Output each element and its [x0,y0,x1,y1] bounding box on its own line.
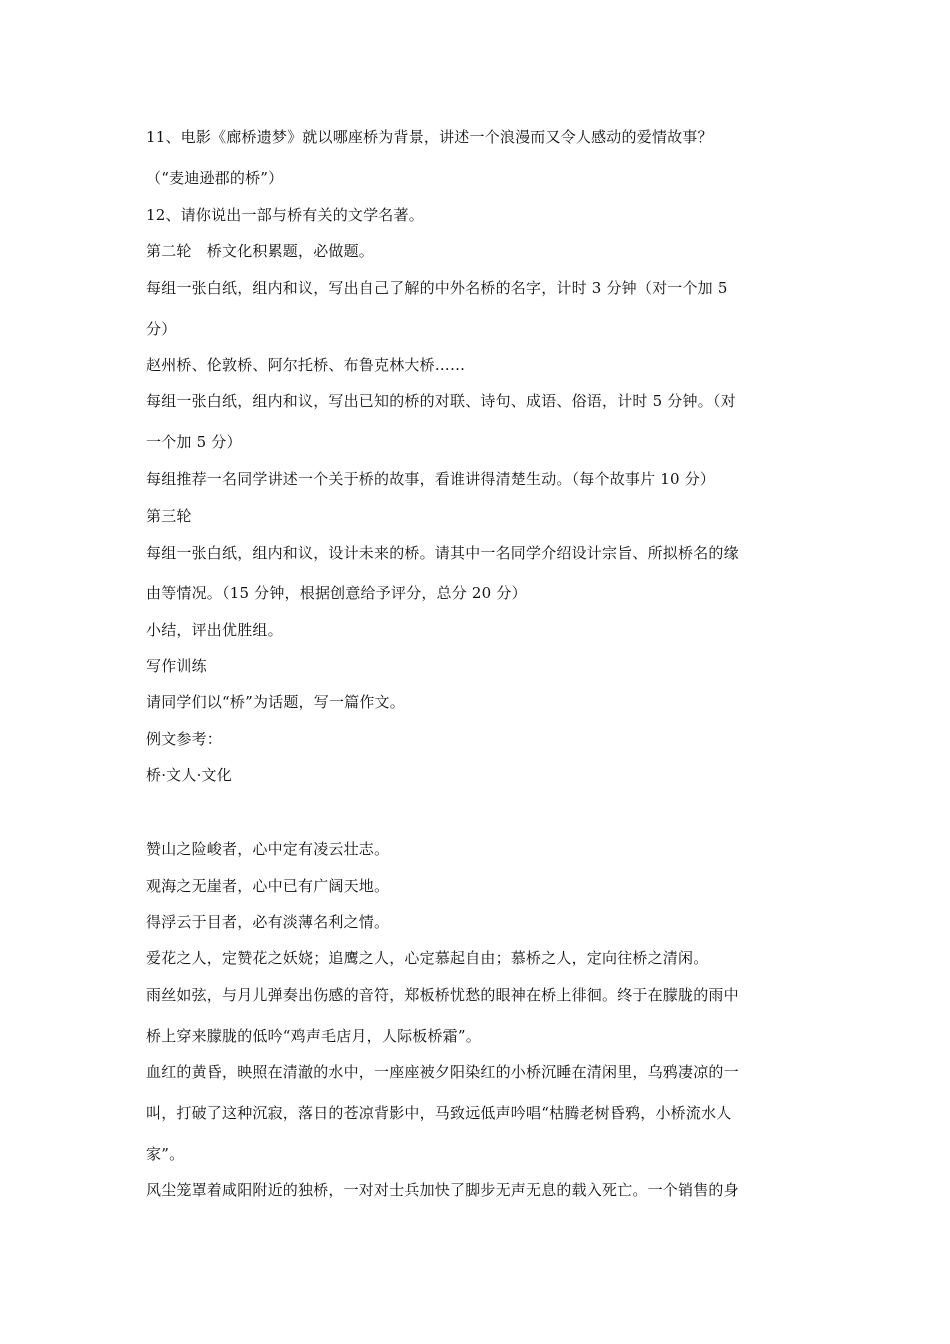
essay-line: 叫，打破了这种沉寂，落日的苍凉背影中，马致远低声吟唱“枯腾老树昏鸦，小桥流水人 [146,1104,732,1122]
essay-line: 赞山之险峻者，心中定有凌云壮志。 [146,840,390,858]
writing-prompt: 请同学们以“桥”为话题，写一篇作文。 [146,693,405,711]
question-11: 11、电影《廊桥遗梦》就以哪座桥为背景，讲述一个浪漫而又令人感动的爱情故事？ [146,128,713,146]
paragraph-line: 每组一张白纸，组内和议，设计未来的桥。请其中一名同学介绍设计宗旨、所拟桥名的缘 [146,544,739,562]
essay-line: 风尘笼罩着咸阳附近的独桥，一对对士兵加快了脚步无声无息的载入死亡。一个销售的身 [146,1181,739,1199]
bridge-names: 赵州桥、伦敦桥、阿尔托桥、布鲁克林大桥…… [146,356,466,374]
paragraph-line: 每组一张白纸，组内和议，写出自己了解的中外名桥的名字，计时 3 分钟（对一个加 5 [146,279,728,297]
essay-line: 爱花之人，定赞花之妖娆；追鹰之人，心定慕起自由；慕桥之人，定向往桥之清闲。 [146,949,709,967]
paragraph-line: 由等情况。（15 分钟，根据创意给予评分，总分 20 分） [146,584,527,602]
answer-11: （“麦迪逊郡的桥”） [146,169,284,187]
paragraph-line: 一个加 5 分） [146,433,242,451]
paragraph-line: 每组一张白纸，组内和议，写出已知的桥的对联、诗句、成语、俗语，计时 5 分钟。（对 [146,392,736,410]
question-12: 12、请你说出一部与桥有关的文学名著。 [146,206,424,224]
round-two-heading: 第二轮 桥文化积累题，必做题。 [146,242,375,260]
essay-line: 观海之无崖者，心中已有广阔天地。 [146,877,390,895]
summary-line: 小结，评出优胜组。 [146,621,283,639]
essay-line: 血红的黄昏，映照在清澈的水中，一座座被夕阳染红的小桥沉睡在清闲里，乌鸦凄凉的一 [146,1063,739,1081]
essay-line: 家”。 [146,1145,185,1163]
paragraph-line: 分） [146,320,177,338]
essay-line: 桥上穿来朦胧的低吟“鸡声毛店月，人际板桥霜”。 [146,1027,481,1045]
essay-line: 雨丝如弦，与月儿弹奏出伤感的音符，郑板桥忧愁的眼神在桥上徘徊。终于在朦胧的雨中 [146,986,739,1004]
essay-line: 得浮云于目者，必有淡薄名利之情。 [146,913,390,931]
essay-title: 桥·文人·文化 [146,766,232,784]
writing-heading: 写作训练 [146,657,207,675]
example-label: 例文参考： [146,730,223,748]
round-three-heading: 第三轮 [146,507,192,525]
paragraph-line: 每组推荐一名同学讲述一个关于桥的故事，看谁讲得清楚生动。（每个故事片 10 分） [146,470,716,488]
